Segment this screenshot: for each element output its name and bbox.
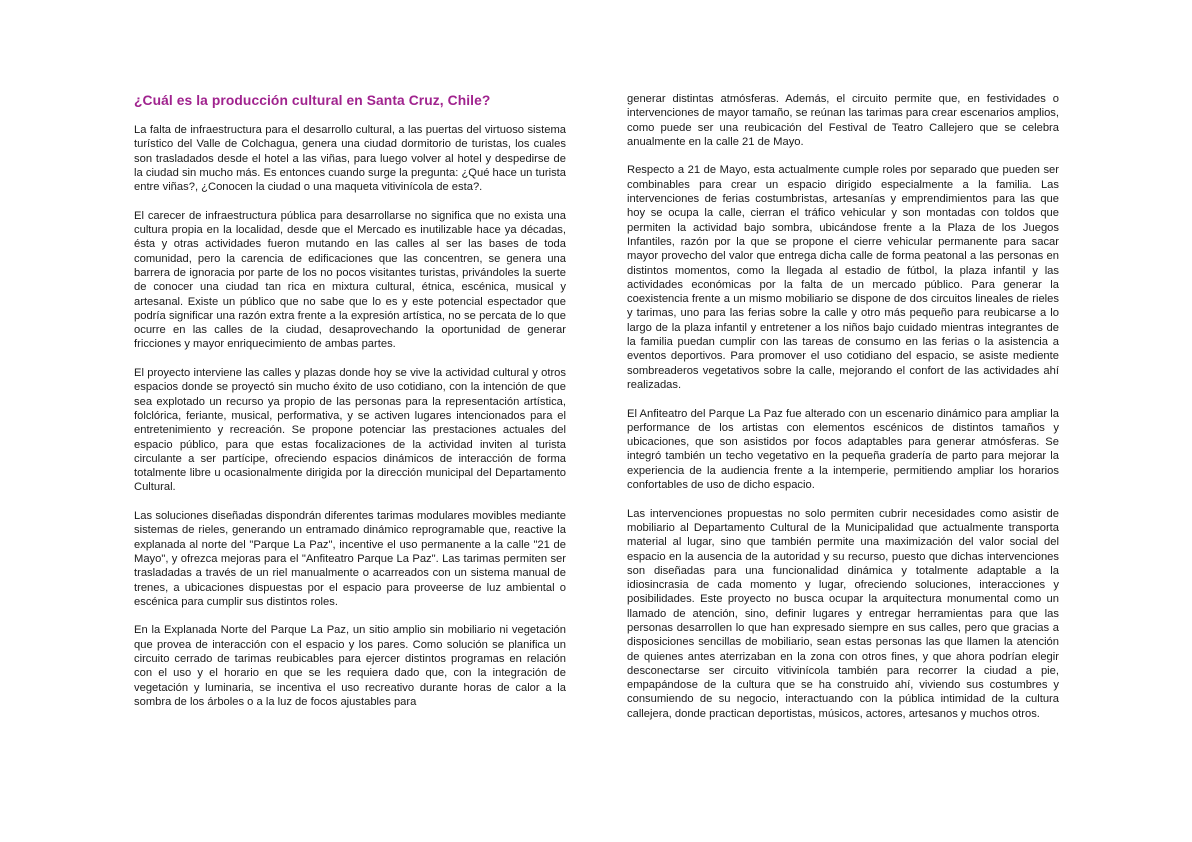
right-column — [627, 92, 1059, 721]
left-column — [134, 92, 566, 709]
paragraph: El proyecto interviene las calles y plazas donde hoy se vive la actividad cultural y otros espacios donde se proyectó sin mucho éxito de uso cotidiano, con la intención de que sea explotado un recurso ya propio de las personas para la representación artística, folclórica, feriante, musical, performativa, y se activen lugares intencionados para el entretenimiento y recreación. Se propone potenciar las prestaciones actuales del espacio público, para que estas focalizaciones de la actividad inviten al turista circulante a ser partícipe, ofreciendo espacios dinámicos de interacción de forma totalmente libre u ocasionalmente dirigida por la dirección municipal del Departamento Cultural. — [134, 367, 566, 494]
paragraph: El carecer de infraestructura pública para desarrollarse no significa que no exista una cultura propia en la localidad, desde que el Mercado es inutilizable hace ya décadas, ésta y otras actividades fueron mutando en las calles al ser las bases de toda comunidad, pero la carencia de edificaciones que las concentren, se genera una barrera de ignoracia por parte de los no pocos visitantes turistas, privándoles la suerte de conocer una ciudad tan rica en mixtura cultural, étnica, escénica, musical y artesanal. Existe un público que no sabe que lo es y este potencial espectador que podría significar una razón extra frente a la expresión artística, no se percata de lo que ocurre en las calles de la ciudad, desaprovechando la oportunidad de generar fricciones y mayor enriquecimiento de ambas partes. — [134, 209, 566, 351]
paragraph: El Anfiteatro del Parque La Paz fue alterado con un escenario dinámico para ampliar la performance de los artistas con elementos escénicos de distintos tamaños y ubicaciones, que son asistidos por focos adaptables para generar atmósferas. Se integró también un techo vegetativo en la pequeña gradería de parto para mejorar la experiencia de la audiencia frente a la intemperie, permitiendo ampliar los horarios confortables de uso de dicho espacio. — [627, 407, 1059, 492]
paragraph: Las intervenciones propuestas no solo permiten cubrir necesidades como asistir de mobiliario al Departamento Cultural de la Municipalidad que actualmente transporta material al lugar, sino que también permite una maximización del valor social del espacio en la ausencia de la autoridad y su recurso, puesto que dichas intervenciones son diseñadas para una funcionalidad dinámica y totalmente adaptable a la idiosincrasia de cada momento y lugar, ofreciendo soluciones, interacciones y posibilidades. Este proyecto no busca ocupar la arquitectura monumental como un llamado de atención, sino, definir lugares y entregar herramientas para que las personas desarrollen lo que han expresado siempre en sus calles, pero que gracias a disposiciones sencillas de mobiliario, sean estas personas las que llamen la atención de quienes antes aterrizaban en la zona con otros fines, y que ahora podrían elegir desconectarse ser circuito vitivinícola también para recorrer la ciudad a pie, empapándose de la cultura que se ha construido ahí, viviendo sus costumbres y consumiendo de su negocio, interactuando con la pública intimidad de la cultura callejera, donde practican deportistas, músicos, actores, artesanos y muchos otros. — [627, 507, 1059, 720]
section-heading: ¿Cuál es la producción cultural en Santa Cruz, Chile? — [134, 93, 491, 108]
paragraph: La falta de infraestructura para el desarrollo cultural, a las puertas del virtuoso sistema turístico del Valle de Colchagua, genera una ciudad dormitorio de turistas, los cuales son trasladados desde el hotel a las viñas, para luego volver al hotel y despedirse de la ciudad sin mucho más. Es entonces cuando surge la pregunta: ¿Qué hace un turista entre viñas?, ¿Conocen la ciudad o una maqueta vitivinícola de esta?. — [134, 124, 566, 194]
paragraph: Las soluciones diseñadas dispondrán diferentes tarimas modulares movibles mediante sistemas de rieles, generando un entramado dinámico reprogramable que, reactive la explanada al norte del "Parque La Paz", incentive el uso permanente a la calle "21 de Mayo", y ofrezca mejoras para el "Anfiteatro Parque La Paz". Las tarimas permiten ser trasladadas a través de un riel manualmente o acarreados con un sistema manual de trenes, a ubicaciones dispuestas por el espacio para proveerse de luz ambiental o escénica para cumplir sus distintos roles. — [134, 510, 566, 608]
paragraph: Respecto a 21 de Mayo, esta actualmente cumple roles por separado que pueden ser combinables para crear un espacio dirigido especialmente a la familia. Las intervenciones de ferias costumbristas, artesanías y emprendimientos para las que hoy se ocupa la calle, cierran el tráfico vehicular y son montadas con toldos que permiten la actividad bajo sombra, ubicándose frente a la Plaza de los Juegos Infantiles, razón por la que se propone el cierre vehicular permanente para sacar mayor provecho del valor que entrega dicha calle de forma peatonal a las personas en distintos momentos, como la llegada al estadio de fútbol, la plaza infantil y las actividades económicas por la falta de un mercado público. Para generar la coexistencia frente a un mismo mobiliario se dispone de dos circuitos lineales de rieles y tarimas, uno para las ferias sobre la calle y otro más pequeño para reubicarse a lo largo de la plaza infantil y entretener a los niños bajo cuidado mientras integrantes de la familia puedan cumplir con las tareas de consumo en las ferias o la asistencia a eventos deportivos. Para promover el uso cotidiano del espacio, se asiste mediente sombreaderos vegetativos sobre la calle, mejorando el confort de las actividades ahí realizadas. — [627, 164, 1059, 391]
paragraph: En la Explanada Norte del Parque La Paz, un sitio amplio sin mobiliario ni vegetación que provea de interacción con el espacio y los pares. Como solución se planifica un circuito cerrado de tarimas reubicables para ejercer distintos programas en relación con el uso y el horario en que se les requiera dado que, con la integración de vegetación y luminaria, se incentiva el uso recreativo durante horas de calor a la sombra de los árboles o a la luz de focos ajustables para — [134, 624, 566, 708]
paragraph: generar distintas atmósferas. Además, el circuito permite que, en festividades o intervenciones de mayor tamaño, se reúnan las tarimas para crear escenarios amplios, como puede ser una reubicación del Festival de Teatro Callejero que se celebra anualmente en la calle 21 de Mayo. — [627, 93, 1059, 148]
